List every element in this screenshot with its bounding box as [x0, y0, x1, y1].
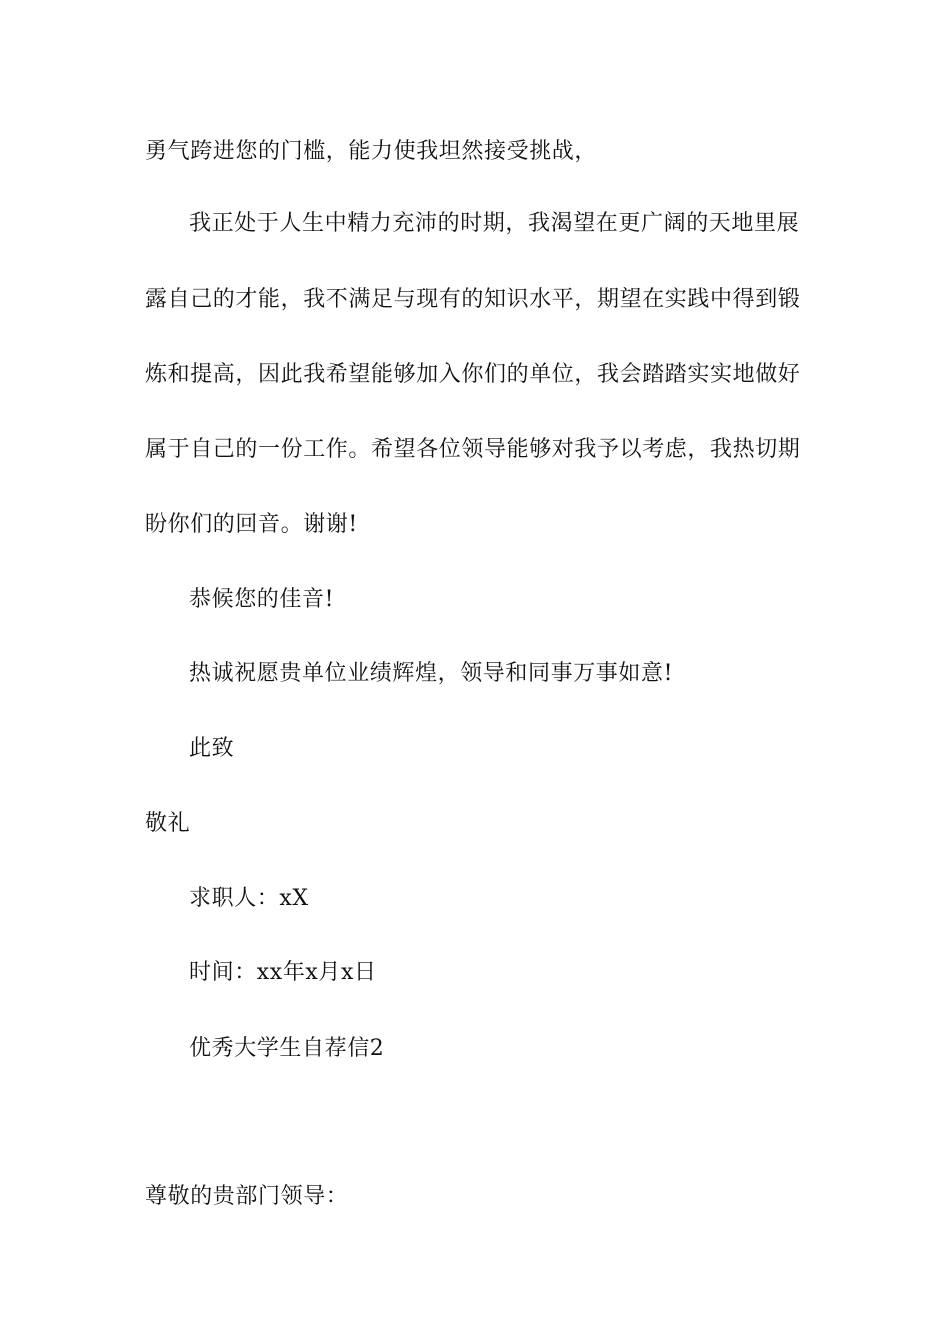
- closing-line-2: 热诚祝愿贵单位业绩辉煌，领导和同事万事如意!: [189, 661, 674, 686]
- date-line: 时间：xx年x月x日: [189, 960, 377, 985]
- salutation-jingli: 敬礼: [145, 811, 191, 836]
- applicant-line: 求职人：xX: [189, 886, 309, 911]
- closing-line-1: 恭候您的佳音!: [189, 587, 335, 612]
- section-title: 优秀大学生自荐信2: [189, 1036, 385, 1061]
- paragraph-line-5: 属于自己的一份工作。希望各位领导能够对我予以考虑，我热切期: [145, 437, 801, 462]
- paragraph-line-2: 我正处于人生中精力充沛的时期，我渴望在更广阔的天地里展: [189, 211, 800, 236]
- paragraph-line-6: 盼你们的回音。谢谢!: [145, 512, 358, 537]
- letter-greeting: 尊敬的贵部门领导：: [145, 1184, 349, 1209]
- paragraph-line-3: 露自己的才能，我不满足与现有的知识水平，期望在实践中得到锻: [145, 287, 801, 312]
- salutation-cizhi: 此致: [189, 736, 235, 761]
- paragraph-line-1: 勇气跨进您的门槛，能力使我坦然接受挑战，: [145, 139, 598, 164]
- paragraph-line-4: 炼和提高，因此我希望能够加入你们的单位，我会踏踏实实地做好: [145, 362, 801, 387]
